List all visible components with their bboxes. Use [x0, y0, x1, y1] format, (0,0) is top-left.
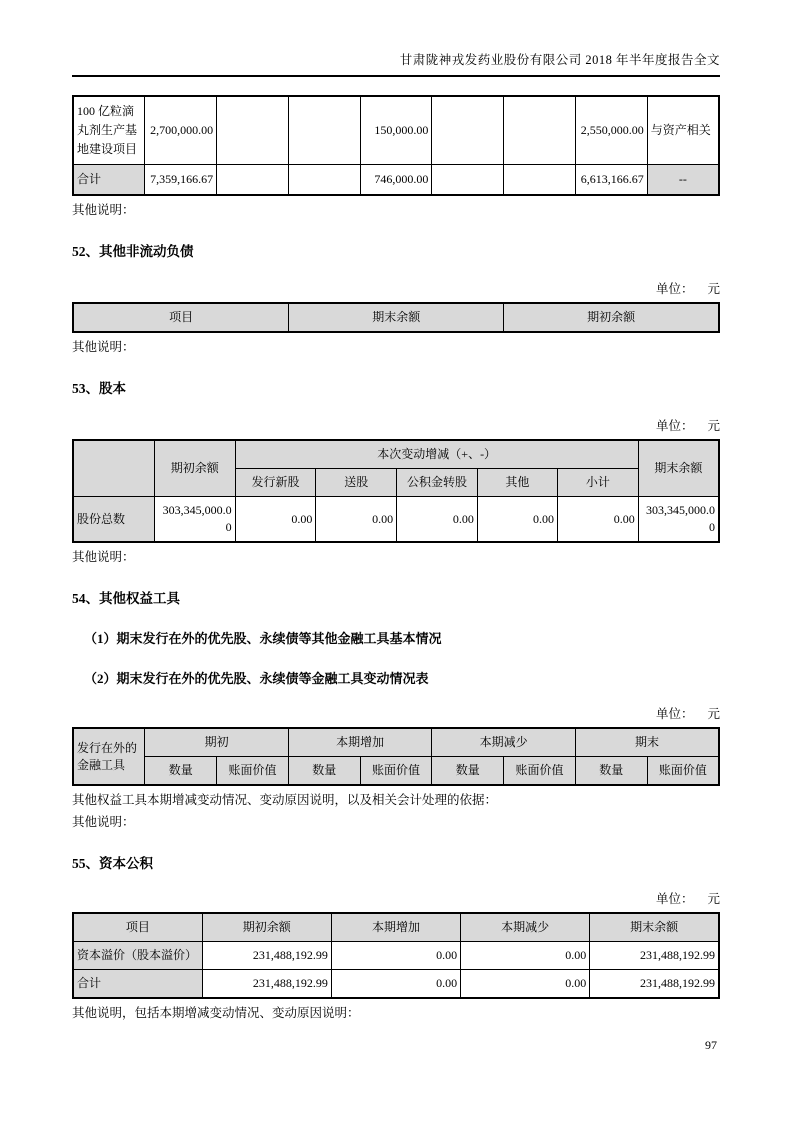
empty-cell — [504, 96, 576, 165]
empty-cell — [504, 165, 576, 196]
amount-cell: 231,488,192.99 — [590, 942, 719, 970]
header-cell-quantity: 数量 — [145, 757, 217, 786]
equity-change-note: 其他权益工具本期增减变动情况、变动原因说明，以及相关会计处理的依据： — [72, 793, 498, 807]
header-cell-item: 项目 — [73, 303, 289, 332]
unit-label: 单位： — [655, 419, 694, 433]
unit-label: 单位： — [655, 707, 694, 721]
header-cell-quantity: 数量 — [288, 757, 360, 786]
page-number: 97 — [705, 1038, 717, 1052]
row-label-cell: 股份总数 — [73, 497, 154, 543]
section-55-title: 55、资本公积 — [72, 856, 153, 871]
header-cell-other: 其他 — [477, 469, 557, 497]
amount-cell: 0.00 — [235, 497, 316, 543]
header-cell-increase-group: 本期增加 — [288, 728, 432, 757]
amount-cell: 231,488,192.99 — [202, 942, 331, 970]
section-52-title: 52、其他非流动负债 — [72, 244, 194, 259]
amount-cell: 231,488,192.99 — [202, 970, 331, 999]
header-cell-initial: 期初余额 — [154, 440, 235, 497]
amount-cell: 2,550,000.00 — [575, 96, 647, 165]
header-cell-beginning: 期初余额 — [504, 303, 719, 332]
deferred-income-table — [72, 95, 720, 196]
amount-cell: 0.00 — [557, 497, 638, 543]
table-row-total — [73, 165, 719, 196]
header-cell-book-value: 账面价值 — [217, 757, 289, 786]
header-cell-decrease-group: 本期减少 — [432, 728, 576, 757]
empty-cell — [288, 165, 360, 196]
amount-cell: 7,359,166.67 — [145, 165, 217, 196]
amount-cell: 0.00 — [331, 970, 460, 999]
header-cell-bonus: 送股 — [316, 469, 397, 497]
capital-reserve-table — [72, 912, 720, 999]
header-cell-reserve-conversion: 公积金转股 — [397, 469, 478, 497]
header-cell-quantity: 数量 — [575, 757, 647, 786]
other-note: 其他说明： — [72, 815, 135, 829]
table-row — [73, 96, 719, 165]
table-row-total — [73, 970, 719, 999]
unit-value: 元 — [707, 707, 720, 721]
empty-cell — [432, 96, 504, 165]
other-note: 其他说明： — [72, 203, 135, 217]
amount-cell: 0.00 — [461, 942, 590, 970]
unit-label: 单位： — [655, 892, 694, 906]
amount-cell: 303,345,000.00 — [638, 497, 719, 543]
running-header: 甘肃陇神戎发药业股份有限公司 2018 年半年度报告全文 — [72, 50, 720, 77]
unit-line — [72, 418, 720, 434]
table-row — [73, 497, 719, 543]
header-cell-ending: 期末余额 — [289, 303, 504, 332]
amount-cell: 746,000.00 — [360, 165, 432, 196]
share-capital-table — [72, 439, 720, 543]
amount-cell: 231,488,192.99 — [590, 970, 719, 999]
unit-line — [72, 891, 720, 907]
capital-reserve-note: 其他说明，包括本期增减变动情况、变动原因说明： — [72, 1006, 360, 1020]
header-cell-decrease: 本期减少 — [461, 913, 590, 942]
section-54-sub2: （2）期末发行在外的优先股、永续债等金融工具变动情况表 — [84, 671, 429, 686]
header-cell-new-issue: 发行新股 — [235, 469, 316, 497]
header-cell-ending: 期末余额 — [638, 440, 719, 497]
header-cell-change-group: 本次变动增减（+、-） — [235, 440, 638, 469]
other-noncurrent-liabilities-table — [72, 302, 720, 333]
project-label-cell: 100 亿粒滴丸剂生产基地建设项目 — [73, 96, 145, 165]
table-header-row — [73, 303, 719, 332]
header-cell-instruments: 发行在外的金融工具 — [73, 728, 145, 785]
unit-value: 元 — [707, 892, 720, 906]
empty-cell — [288, 96, 360, 165]
amount-cell: 2,700,000.00 — [145, 96, 217, 165]
header-cell-ending: 期末余额 — [590, 913, 719, 942]
table-header-row — [73, 913, 719, 942]
unit-value: 元 — [707, 282, 720, 296]
amount-cell: 0.00 — [331, 942, 460, 970]
header-cell-book-value: 账面价值 — [647, 757, 719, 786]
total-label-cell: 合计 — [73, 970, 202, 999]
header-cell-increase: 本期增加 — [331, 913, 460, 942]
unit-line — [72, 281, 720, 297]
header-cell-initial: 期初余额 — [202, 913, 331, 942]
empty-cell — [432, 165, 504, 196]
header-cell-subtotal: 小计 — [557, 469, 638, 497]
total-label-cell: 合计 — [73, 165, 145, 196]
table-subheader-row — [73, 757, 719, 786]
asset-related-cell: 与资产相关 — [647, 96, 719, 165]
unit-label: 单位： — [655, 282, 694, 296]
amount-cell: 0.00 — [316, 497, 397, 543]
header-cell-book-value: 账面价值 — [504, 757, 576, 786]
amount-cell: 0.00 — [477, 497, 557, 543]
header-cell-beginning-group: 期初 — [145, 728, 289, 757]
header-cell-ending-group: 期末 — [575, 728, 719, 757]
empty-header-cell — [73, 440, 154, 497]
other-note: 其他说明： — [72, 340, 135, 354]
header-cell-book-value: 账面价值 — [360, 757, 432, 786]
other-equity-instruments-table — [72, 727, 720, 786]
amount-cell: 6,613,166.67 — [575, 165, 647, 196]
unit-value: 元 — [707, 419, 720, 433]
section-53-title: 53、股本 — [72, 381, 126, 396]
empty-cell — [217, 165, 289, 196]
dash-cell: -- — [647, 165, 719, 196]
header-cell-quantity: 数量 — [432, 757, 504, 786]
table-row — [73, 942, 719, 970]
header-cell-item: 项目 — [73, 913, 202, 942]
table-header-row — [73, 440, 719, 469]
amount-cell: 303,345,000.00 — [154, 497, 235, 543]
amount-cell: 0.00 — [397, 497, 478, 543]
table-header-row — [73, 728, 719, 757]
other-note: 其他说明： — [72, 550, 135, 564]
amount-cell: 150,000.00 — [360, 96, 432, 165]
section-54-sub1: （1）期末发行在外的优先股、永续债等其他金融工具基本情况 — [84, 631, 442, 646]
amount-cell: 0.00 — [461, 970, 590, 999]
unit-line — [72, 706, 720, 722]
section-54-title: 54、其他权益工具 — [72, 591, 180, 606]
empty-cell — [217, 96, 289, 165]
row-label-cell: 资本溢价（股本溢价） — [73, 942, 202, 970]
